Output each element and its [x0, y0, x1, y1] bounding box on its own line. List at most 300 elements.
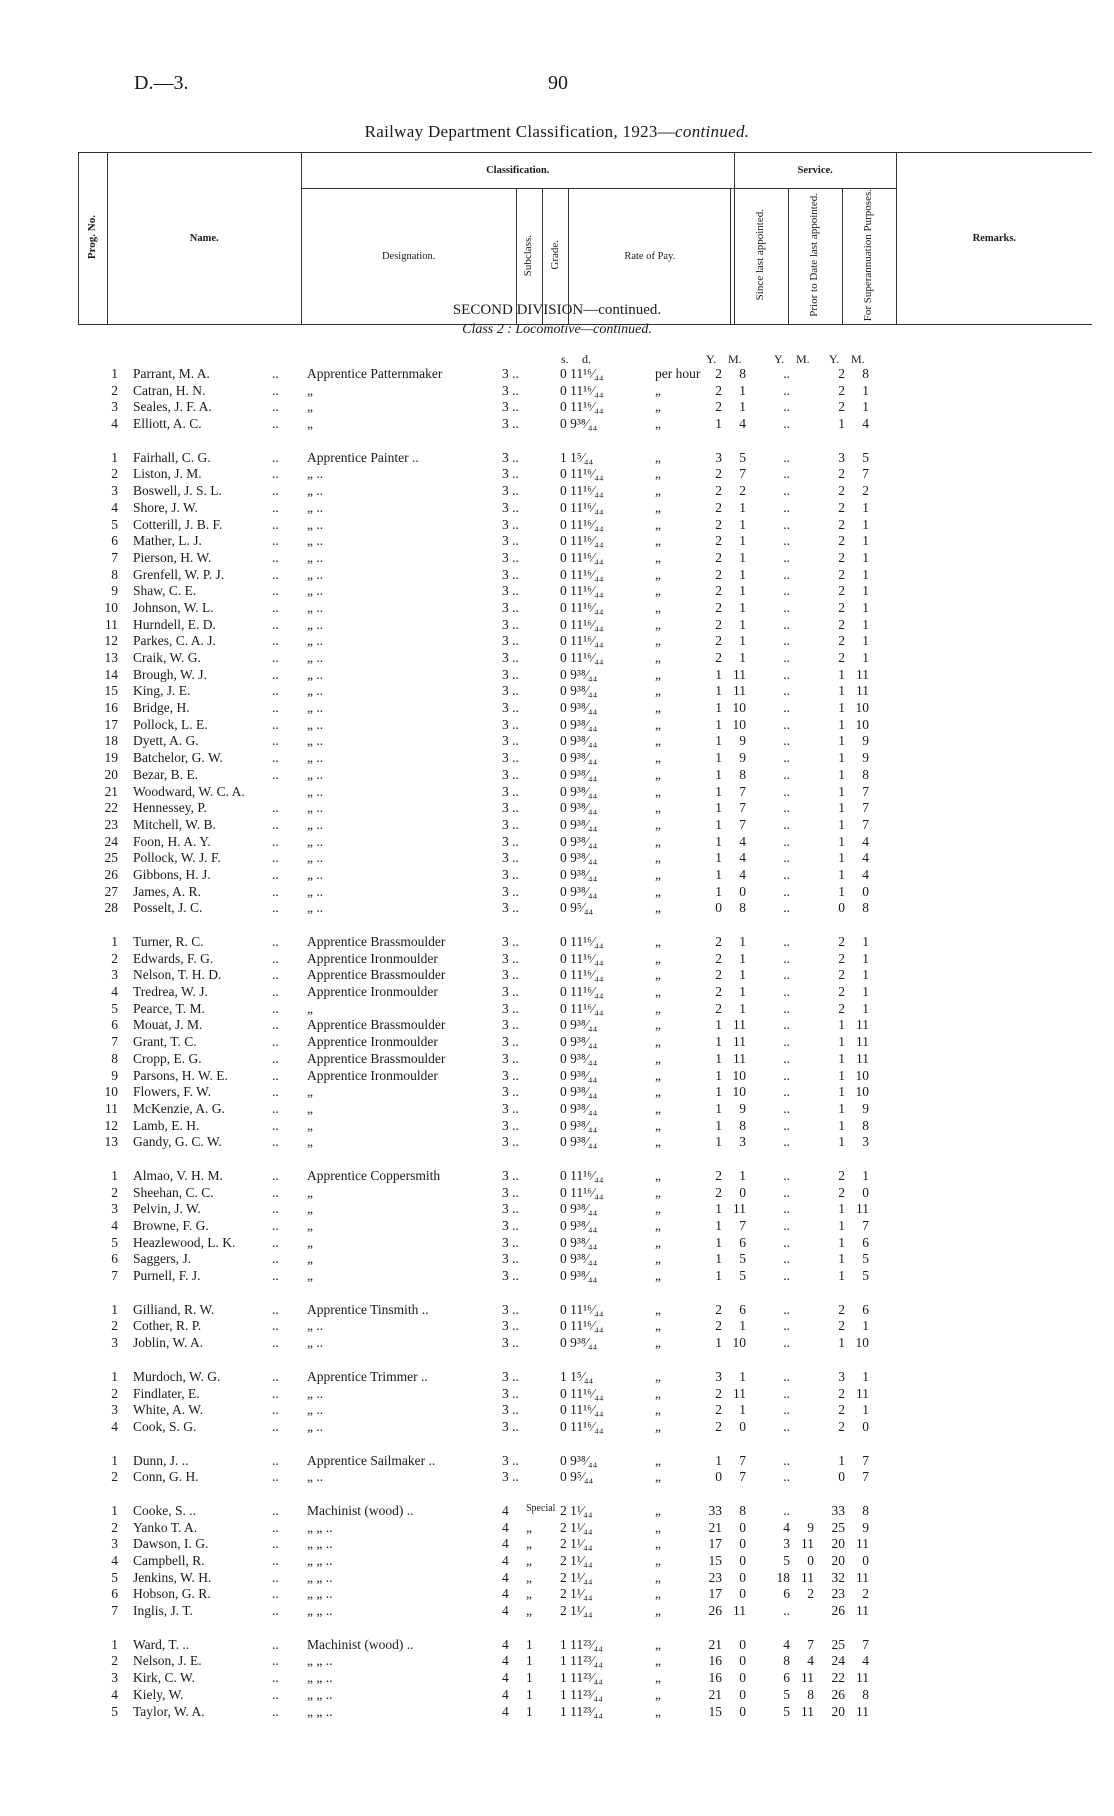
cell-no: 24	[104, 833, 118, 849]
page-title	[0, 122, 1114, 142]
cell-dots: ..	[272, 1335, 279, 1351]
cell-name: Kiely, W.	[133, 1686, 184, 1702]
cell-m1: 11	[733, 1603, 746, 1619]
cell-per: „	[655, 583, 661, 599]
cell-rate: 1 1⁵⁄₄₄	[560, 1368, 594, 1384]
cell-sub: 3 ..	[502, 382, 519, 398]
cell-rate: 1 11²³⁄₄₄	[560, 1670, 603, 1686]
cell-m3: 9	[862, 1100, 869, 1116]
cell-y1: 0	[715, 1469, 722, 1485]
table-row	[0, 1034, 1114, 1051]
cell-y1: 1	[715, 733, 722, 749]
cell-m3: 8	[862, 1686, 869, 1702]
cell-m3: 11	[856, 1017, 869, 1033]
cell-per: „	[655, 967, 661, 983]
cell-no: 13	[104, 1134, 118, 1150]
cell-m1: 9	[739, 750, 746, 766]
table-header	[78, 152, 1092, 325]
cell-sub: 3 ..	[502, 533, 519, 549]
cell-y3: 1	[838, 416, 845, 432]
cell-m1: 7	[739, 783, 746, 799]
cell-m1: 6	[739, 1234, 746, 1250]
cell-rate: 1 11²³⁄₄₄	[560, 1653, 603, 1669]
cell-m1: 1	[739, 499, 746, 515]
cell-per: „	[655, 1686, 661, 1702]
cell-y2: ..	[783, 1067, 790, 1083]
cell-sub: 3 ..	[502, 750, 519, 766]
cell-y3: 2	[838, 967, 845, 983]
cell-m3: 8	[862, 766, 869, 782]
cell-grade: „	[526, 1553, 532, 1568]
cell-m1: 0	[739, 1586, 746, 1602]
table-row	[0, 1637, 1114, 1654]
cell-m1: 1	[739, 967, 746, 983]
cell-name: Catran, H. N.	[133, 382, 206, 398]
cell-no: 9	[111, 1067, 118, 1083]
cell-y3: 20	[831, 1553, 845, 1568]
cell-m3: 10	[855, 700, 869, 716]
cell-m1: 10	[732, 716, 746, 732]
cell-y3: 2	[838, 1301, 845, 1317]
cell-grade: „	[526, 1536, 532, 1552]
cell-m1: 1	[739, 583, 746, 599]
cell-des: „ ..	[307, 549, 324, 565]
cell-m3: 1	[862, 984, 869, 1000]
cell-no: 28	[104, 900, 118, 916]
cell-des: „	[307, 1000, 313, 1016]
cell-y3: 1	[838, 766, 845, 782]
cell-sub: 3 ..	[502, 1100, 519, 1116]
cell-no: 1	[111, 1167, 118, 1183]
cell-rate: 0 11¹⁶⁄₄₄	[560, 399, 604, 415]
cell-sub: 3 ..	[502, 549, 519, 565]
cell-sub: 3 ..	[502, 733, 519, 749]
cell-dots: ..	[272, 599, 279, 615]
table-row	[0, 1218, 1114, 1235]
cell-dots: ..	[272, 984, 279, 1000]
cell-y1: 26	[708, 1603, 722, 1619]
cell-name: Pollock, L. E.	[133, 716, 208, 732]
cell-des: Apprentice Brassmoulder	[307, 1050, 446, 1066]
cell-m1: 11	[733, 683, 746, 699]
cell-no: 6	[111, 1586, 118, 1602]
cell-y3: 2	[838, 599, 845, 615]
cell-name: Yanko T. A.	[133, 1519, 198, 1535]
cell-y2: ..	[783, 666, 790, 682]
table-row	[0, 600, 1114, 617]
cell-sub: 3 ..	[502, 1234, 519, 1250]
cell-des: „ ..	[307, 683, 324, 699]
cell-rate: 0 9³⁸⁄₄₄	[560, 1034, 598, 1050]
table-row	[0, 1453, 1114, 1470]
cell-des: „ ..	[307, 700, 324, 716]
table-row	[0, 1570, 1114, 1587]
cell-name: Findlater, E.	[133, 1385, 200, 1401]
cell-rate: 0 9³⁸⁄₄₄	[560, 850, 598, 866]
cell-y3: 1	[838, 1134, 845, 1150]
cell-sub: 3 ..	[502, 1318, 519, 1334]
cell-name: Brough, W. J.	[133, 666, 207, 682]
cell-y3: 2	[838, 1184, 845, 1200]
cell-m1: 1	[739, 1318, 746, 1334]
cell-y3: 2	[838, 533, 845, 549]
cell-des: „ ..	[307, 850, 324, 866]
cell-sub: 4	[502, 1553, 509, 1568]
cell-y2: ..	[783, 1218, 790, 1233]
cell-no: 5	[111, 516, 118, 532]
cell-no: 4	[111, 984, 118, 1000]
cell-per: per hour	[655, 366, 701, 381]
cell-no: 1	[111, 1368, 118, 1384]
cell-y1: 2	[715, 1385, 722, 1401]
cell-y1: 16	[708, 1653, 722, 1669]
unit-d: d.	[582, 352, 591, 366]
cell-dots: ..	[272, 1586, 279, 1602]
table-row	[0, 500, 1114, 517]
cell-dots: ..	[272, 650, 279, 665]
cell-name: Dyett, A. G.	[133, 733, 199, 749]
table-row	[0, 617, 1114, 634]
cell-des: „ ..	[307, 866, 324, 882]
cell-m3: 11	[856, 1536, 869, 1552]
cell-name: Seales, J. F. A.	[133, 399, 212, 415]
cell-rate: 0 9³⁸⁄₄₄	[560, 1117, 598, 1133]
cell-m3: 4	[862, 850, 869, 866]
cell-per: „	[655, 900, 661, 916]
cell-m3: 5	[862, 1268, 869, 1284]
cell-y3: 2	[838, 950, 845, 966]
cell-dots: ..	[272, 850, 279, 866]
table-row	[0, 366, 1114, 383]
cell-sub: 4	[502, 1536, 509, 1552]
cell-y1: 1	[715, 1335, 722, 1351]
cell-rate: 0 9³⁸⁄₄₄	[560, 866, 598, 882]
cell-y1: 2	[715, 1402, 722, 1418]
table-row	[0, 483, 1114, 500]
cell-dots: ..	[272, 700, 279, 716]
cell-rate: 1 11²³⁄₄₄	[560, 1686, 603, 1702]
cell-dots: ..	[272, 1536, 279, 1552]
cell-per: „	[655, 1670, 661, 1686]
cell-y2: ..	[783, 1268, 790, 1284]
cell-dots: ..	[272, 516, 279, 532]
cell-no: 1	[111, 449, 118, 465]
cell-m1: 0	[739, 1686, 746, 1702]
cell-per: „	[655, 783, 661, 799]
cell-dots: ..	[272, 382, 279, 398]
cell-rate: 2 1¹⁄₄₄	[560, 1536, 593, 1552]
cell-des: „ „ ..	[307, 1703, 333, 1719]
table-row	[0, 650, 1114, 667]
cell-per: „	[655, 1703, 661, 1719]
cell-des: „	[307, 1251, 313, 1267]
cell-name: Pierson, H. W.	[133, 549, 212, 565]
cell-per: „	[655, 1017, 661, 1033]
cell-y3: 2	[838, 934, 845, 949]
cell-dots: ..	[272, 1603, 279, 1619]
cell-y3: 1	[838, 1034, 845, 1050]
cell-dots: ..	[272, 666, 279, 682]
cell-m3: 7	[862, 816, 869, 832]
cell-des: „ „ ..	[307, 1569, 333, 1585]
cell-y1: 1	[715, 850, 722, 866]
cell-name: Mitchell, W. B.	[133, 816, 216, 832]
cell-des: „ ..	[307, 816, 324, 832]
cell-no: 4	[111, 499, 118, 515]
cell-m1: 1	[739, 616, 746, 632]
cell-name: Elliott, A. C.	[133, 416, 202, 432]
cell-name: Grant, T. C.	[133, 1034, 197, 1050]
cell-dots: ..	[272, 566, 279, 582]
cell-y3: 33	[831, 1502, 845, 1518]
cell-sub: 3 ..	[502, 1418, 519, 1434]
cell-m3: 1	[862, 549, 869, 565]
cell-y2: ..	[783, 633, 790, 649]
cell-y1: 2	[715, 650, 722, 665]
cell-y1: 2	[715, 1184, 722, 1200]
cell-name: Edwards, F. G.	[133, 950, 214, 966]
cell-name: Lamb, E. H.	[133, 1117, 200, 1133]
cell-dots: ..	[272, 1636, 279, 1652]
table-row	[0, 1553, 1114, 1570]
cell-no: 3	[111, 1335, 118, 1351]
cell-y2: ..	[783, 1402, 790, 1418]
cell-y3: 2	[838, 382, 845, 398]
cell-y2: ..	[783, 1418, 790, 1434]
cell-m3: 7	[862, 1636, 869, 1652]
cell-y3: 1	[838, 783, 845, 799]
cell-rate: 0 11¹⁶⁄₄₄	[560, 967, 604, 983]
cell-sub: 3 ..	[502, 650, 519, 665]
cell-dots: ..	[272, 1653, 279, 1669]
cell-dots: ..	[272, 866, 279, 882]
table-row	[0, 967, 1114, 984]
cell-no: 2	[111, 382, 118, 398]
cell-y1: 1	[715, 883, 722, 899]
cell-m3: 11	[856, 1670, 869, 1686]
cell-m3: 1	[862, 1167, 869, 1183]
table-row	[0, 1704, 1114, 1721]
cell-m2: 11	[801, 1703, 814, 1719]
cell-y2: ..	[783, 1502, 790, 1518]
cell-m3: 6	[862, 1234, 869, 1250]
cell-rate: 2 1¹⁄₄₄	[560, 1569, 593, 1585]
cell-m3: 0	[862, 1184, 869, 1200]
cell-m1: 0	[739, 1703, 746, 1719]
cell-name: White, A. W.	[133, 1402, 204, 1418]
cell-y2: ..	[783, 583, 790, 599]
cell-y1: 1	[715, 1218, 722, 1233]
cell-no: 3	[111, 483, 118, 499]
cell-rate: 0 9³⁸⁄₄₄	[560, 766, 598, 782]
cell-y2: 6	[783, 1586, 790, 1602]
cell-m2: 2	[807, 1586, 814, 1602]
cell-y2: ..	[783, 1034, 790, 1050]
cell-per: „	[655, 1184, 661, 1200]
cell-no: 3	[111, 399, 118, 415]
cell-name: Pelvin, J. W.	[133, 1201, 201, 1217]
table-row	[0, 867, 1114, 884]
cell-y3: 2	[838, 1418, 845, 1434]
cell-y2: ..	[783, 1251, 790, 1267]
cell-sub: 3 ..	[502, 1301, 519, 1317]
cell-rate: 0 11¹⁶⁄₄₄	[560, 650, 604, 665]
cell-m1: 0	[739, 1519, 746, 1535]
cell-sub: 3 ..	[502, 666, 519, 682]
cell-y1: 1	[715, 1117, 722, 1133]
header-remarks: Remarks.	[896, 153, 1092, 325]
cell-name: Browne, F. G.	[133, 1218, 209, 1233]
cell-per: „	[655, 1201, 661, 1217]
cell-y1: 1	[715, 783, 722, 799]
cell-rate: 0 9³⁸⁄₄₄	[560, 833, 598, 849]
cell-m2: 7	[807, 1636, 814, 1652]
cell-y3: 2	[838, 1167, 845, 1183]
cell-name: Posselt, J. C.	[133, 900, 203, 916]
cell-y3: 1	[838, 1218, 845, 1233]
cell-name: Grenfell, W. P. J.	[133, 566, 225, 582]
cell-no: 1	[111, 1636, 118, 1652]
cell-y3: 1	[838, 866, 845, 882]
cell-y3: 1	[838, 1335, 845, 1351]
cell-name: Jenkins, W. H.	[133, 1569, 212, 1585]
cell-no: 17	[104, 716, 118, 732]
cell-sub: 3 ..	[502, 850, 519, 866]
cell-dots: ..	[272, 1017, 279, 1033]
cell-sub: 3 ..	[502, 883, 519, 899]
cell-rate: 0 11¹⁶⁄₄₄	[560, 1402, 604, 1418]
cell-sub: 3 ..	[502, 1469, 519, 1485]
cell-rate: 0 11¹⁶⁄₄₄	[560, 1318, 604, 1334]
cell-y2: ..	[783, 1603, 790, 1619]
cell-y2: ..	[783, 833, 790, 849]
cell-y1: 0	[715, 900, 722, 916]
cell-y2: ..	[783, 366, 790, 381]
cell-des: „ ..	[307, 599, 324, 615]
cell-rate: 0 11¹⁶⁄₄₄	[560, 633, 604, 649]
cell-rate: 0 9³⁸⁄₄₄	[560, 733, 598, 749]
cell-rate: 2 1¹⁄₄₄	[560, 1603, 593, 1619]
cell-des: „	[307, 1084, 313, 1100]
cell-sub: 3 ..	[502, 399, 519, 415]
cell-y2: ..	[783, 716, 790, 732]
cell-des: „ ..	[307, 1418, 324, 1434]
cell-rate: 0 9³⁸⁄₄₄	[560, 1100, 598, 1116]
cell-dots: ..	[272, 733, 279, 749]
cell-des: „	[307, 1234, 313, 1250]
cell-dots: ..	[272, 1067, 279, 1083]
cell-per: „	[655, 399, 661, 415]
cell-y2: ..	[783, 967, 790, 983]
cell-y3: 20	[831, 1703, 845, 1719]
cell-y3: 2	[838, 566, 845, 582]
cell-no: 2	[111, 1469, 118, 1485]
cell-m1: 0	[739, 1184, 746, 1200]
cell-sub: 3 ..	[502, 816, 519, 832]
cell-per: „	[655, 750, 661, 766]
cell-per: „	[655, 1134, 661, 1150]
cell-no: 2	[111, 1385, 118, 1401]
cell-no: 27	[104, 883, 118, 899]
cell-grade: „	[526, 1586, 532, 1602]
table-row	[0, 1653, 1114, 1670]
cell-rate: 0 9³⁸⁄₄₄	[560, 800, 598, 816]
cell-y3: 2	[838, 1402, 845, 1418]
cell-m3: 4	[862, 833, 869, 849]
cell-per: „	[655, 950, 661, 966]
cell-no: 2	[111, 950, 118, 966]
cell-y1: 2	[715, 466, 722, 482]
cell-dots: ..	[272, 766, 279, 782]
cell-m1: 7	[739, 800, 746, 816]
cell-y2: ..	[783, 566, 790, 582]
cell-rate: 0 9³⁸⁄₄₄	[560, 783, 598, 799]
cell-per: „	[655, 466, 661, 482]
cell-per: „	[655, 599, 661, 615]
cell-y3: 1	[838, 1100, 845, 1116]
cell-no: 19	[104, 750, 118, 766]
cell-m3: 11	[856, 1050, 869, 1066]
cell-y3: 1	[838, 1234, 845, 1250]
cell-per: „	[655, 633, 661, 649]
cell-name: Hennessey, P.	[133, 800, 207, 816]
cell-m1: 11	[733, 1385, 746, 1401]
unit-m2: M.	[796, 352, 810, 366]
cell-y1: 23	[708, 1569, 722, 1585]
cell-m1: 1	[739, 399, 746, 415]
cell-name: Kirk, C. W.	[133, 1670, 195, 1686]
cell-m3: 0	[862, 883, 869, 899]
cell-y2: ..	[783, 382, 790, 398]
header-prog-no: Prog. No.	[79, 153, 108, 325]
cell-y2: ..	[783, 750, 790, 766]
cell-name: Mather, L. J.	[133, 533, 202, 549]
cell-y1: 1	[715, 1100, 722, 1116]
cell-name: Campbell, R.	[133, 1553, 205, 1568]
cell-m1: 4	[739, 850, 746, 866]
cell-y2: ..	[783, 1134, 790, 1150]
cell-name: Cooke, S. ..	[133, 1502, 197, 1518]
cell-m3: 1	[862, 583, 869, 599]
cell-y3: 1	[838, 683, 845, 699]
cell-rate: 0 11¹⁶⁄₄₄	[560, 483, 604, 499]
cell-m3: 10	[855, 1335, 869, 1351]
cell-y3: 2	[838, 616, 845, 632]
cell-m3: 4	[862, 866, 869, 882]
cell-m3: 11	[856, 666, 869, 682]
cell-m1: 8	[739, 1117, 746, 1133]
cell-des: „ ..	[307, 633, 324, 649]
cell-y2: ..	[783, 1100, 790, 1116]
cell-m2: 11	[801, 1670, 814, 1686]
cell-m3: 8	[862, 366, 869, 381]
cell-sub: 3 ..	[502, 950, 519, 966]
header-grade: Grade.	[542, 189, 568, 325]
cell-y1: 15	[708, 1703, 722, 1719]
header-since-last: Since last appointed.	[734, 189, 788, 325]
cell-m3: 7	[862, 1452, 869, 1468]
cell-y1: 1	[715, 833, 722, 849]
cell-rate: 0 11¹⁶⁄₄₄	[560, 616, 604, 632]
unit-m3: M.	[851, 352, 865, 366]
cell-y1: 1	[715, 1067, 722, 1083]
table-row	[0, 750, 1114, 767]
cell-des: Apprentice Trimmer ..	[307, 1368, 428, 1384]
cell-per: „	[655, 1335, 661, 1351]
cell-y2: 18	[776, 1569, 790, 1585]
cell-rate: 0 9³⁸⁄₄₄	[560, 683, 598, 699]
cell-des: „ ..	[307, 1402, 324, 1418]
